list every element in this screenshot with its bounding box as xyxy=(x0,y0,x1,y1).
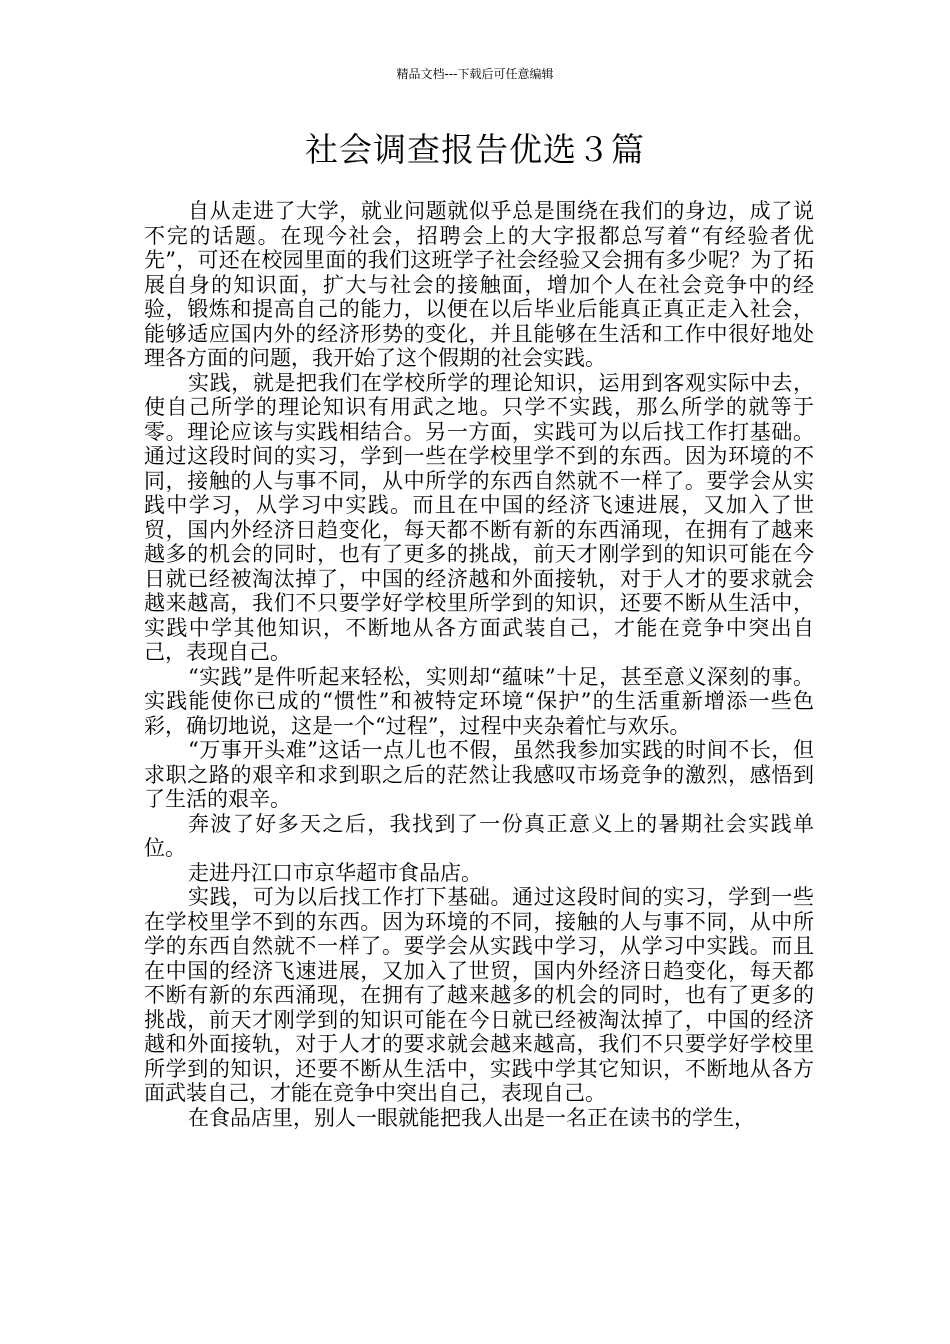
paragraph: 走进丹江口市京华超市食品店。 xyxy=(188,860,482,885)
paragraph: 奔波了好多天之后，我找到了一份真正意义上的暑期社会实践单位。 xyxy=(144,811,814,860)
document-title: 社会调查报告优选３篇 xyxy=(305,130,645,169)
paragraph: 实践，就是把我们在学校所学的理论知识，运用到客观实际中去，使自己所学的理论知识有用武之地。只学不实践，那么所学的就等于零。理论应该与实践相结合。另一方面，实践可为以后找工作打基础。通过这段时间的实习，学到一些在学校里学不到的东西。因为环境的不同，接触的人与事不同，从中所学的东西自然就不一样了。要学会从实践中学习，从学习中实践。而且在中国的经济飞速进展，又加入了世贸，国内外经济日趋变化，每天都不断有新的东西涌现，在拥有了越来越多的机会的同时，也有了更多的挑战，前天才刚学到的知识可能在今日就已经被淘汰掉了，中国的经济越和外面接轨，对于人才的要求就会越来越高，我们不只要学好学校里所学到的知识，还要不断从生活中，实践中学其他知识，不断地从各方面武装自己，才能在竞争中突出自己，表现自己。 xyxy=(144,370,814,664)
paragraph: 在食品店里，别人一眼就能把我人出是一名正在读书的学生， xyxy=(188,1105,755,1130)
paragraph: “实践”是件听起来轻松，实则却“蕴味”十足，甚至意义深刻的事。实践能使你已成的“惯性”和被特定环境“保护”的生活重新增添一些色彩，确切地说，这是一个“过程”，过程中夹杂着忙与欢乐。 xyxy=(144,664,814,738)
paragraph: 自从走进了大学，就业问题就似乎总是围绕在我们的身边，成了说不完的话题。在现今社会，招聘会上的大字报都总写着“有经验者优先”，可还在校园里面的我们这班学子社会经验又会拥有多少呢？为了拓展自身的知识面，扩大与社会的接触面，增加个人在社会竞争中的经验，锻炼和提高自己的能力，以便在以后毕业后能真正真正走入社会，能够适应国内外的经济形势的变化，并且能够在生活和工作中很好地处理各方面的问题，我开始了这个假期的社会实践。 xyxy=(144,199,814,370)
paragraph: “万事开头难”这话一点儿也不假，虽然我参加实践的时间不长，但求职之路的艰辛和求到职之后的茫然让我感叹市场竞争的激烈，感悟到了生活的艰辛。 xyxy=(144,738,814,811)
document-body xyxy=(144,199,814,1130)
document-header-note: 精品文档---下载后可任意编辑 xyxy=(396,67,554,81)
paragraph: 实践，可为以后找工作打下基础。通过这段时间的实习，学到一些在学校里学不到的东西。因为环境的不同，接触的人与事不同，从中所学的东西自然就不一样了。要学会从实践中学习，从学习中实践。而且在中国的经济飞速进展，又加入了世贸，国内外经济日趋变化，每天都不断有新的东西涌现，在拥有了越来越多的机会的同时，也有了更多的挑战，前天才刚学到的知识可能在今日就已经被淘汰掉了，中国的经济越和外面接轨，对于人才的要求就会越来越高，我们不只要学好学校里所学到的知识，还要不断从生活中，实践中学其它知识，不断地从各方面武装自己，才能在竞争中突出自己，表现自己。 xyxy=(144,885,814,1105)
